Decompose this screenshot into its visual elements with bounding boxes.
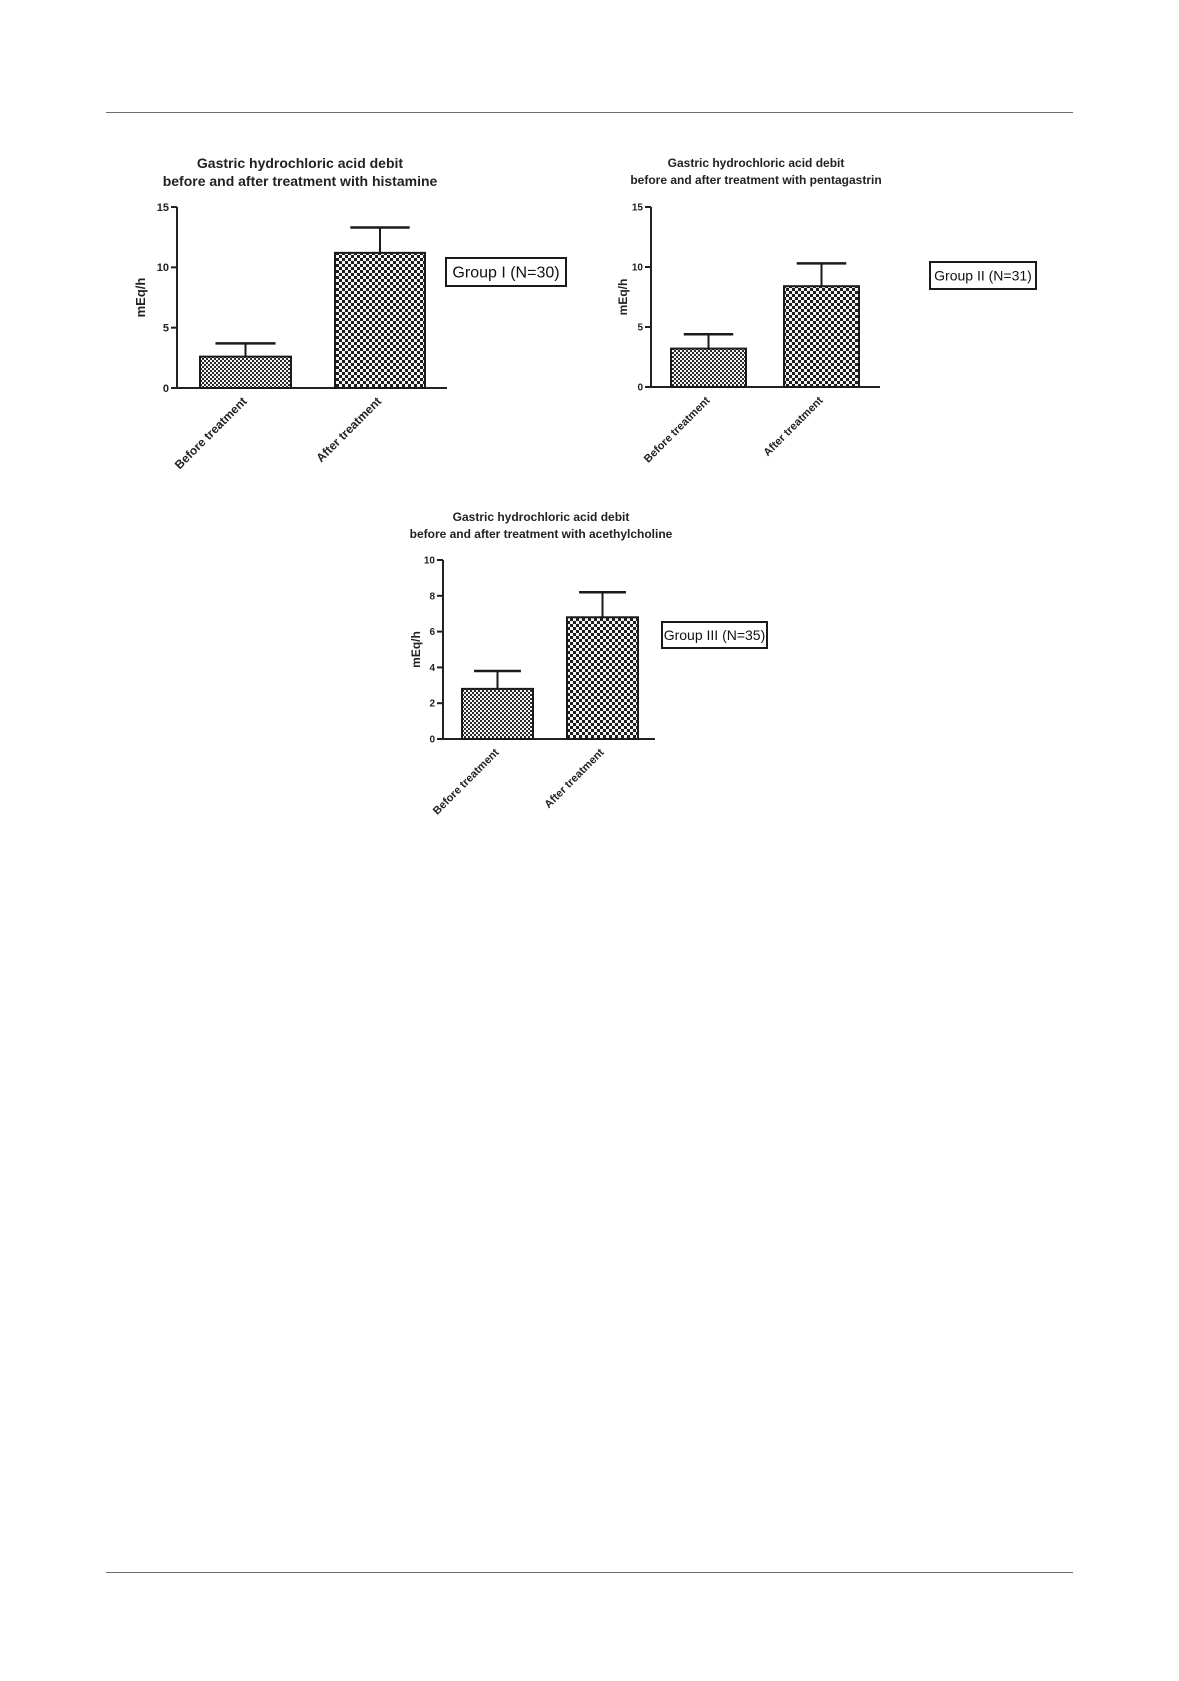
bar	[567, 617, 638, 739]
category-label: Before treatment	[171, 394, 250, 473]
y-tick-label: 0	[637, 382, 643, 394]
y-axis-label: mEq/h	[616, 278, 630, 316]
bar	[335, 253, 425, 388]
bar	[671, 349, 746, 387]
group-label: Group III (N=35)	[663, 626, 766, 643]
chart-panel-1	[133, 155, 566, 472]
y-tick-label: 15	[156, 201, 169, 214]
y-axis-label: mEq/h	[133, 277, 148, 318]
group-label: Group I (N=30)	[452, 264, 560, 282]
bar	[200, 357, 291, 388]
category-label: After treatment	[542, 746, 607, 811]
y-tick-label: 2	[429, 698, 435, 710]
category-label: Before treatment	[641, 394, 713, 466]
y-tick-label: 5	[162, 322, 169, 335]
y-tick-label: 6	[429, 627, 435, 639]
y-tick-label: 0	[429, 734, 435, 746]
y-tick-label: 10	[156, 262, 169, 275]
category-label: Before treatment	[430, 746, 502, 818]
chart-panel-2	[616, 156, 1036, 465]
category-label: After treatment	[761, 394, 826, 459]
chart-title-line: Gastric hydrochloric acid debit	[196, 155, 404, 171]
bar	[462, 689, 533, 739]
y-axis-label: mEq/h	[409, 631, 423, 668]
chart-title-line: Gastric hydrochloric acid debit	[452, 510, 630, 524]
chart-title-line: before and after treatment with acethylcholine	[409, 527, 673, 541]
chart-title-line: Gastric hydrochloric acid debit	[667, 156, 845, 170]
bar	[784, 286, 859, 387]
category-label: After treatment	[313, 394, 385, 465]
y-tick-label: 8	[429, 591, 435, 603]
chart-panel-3	[409, 510, 767, 817]
y-tick-label: 15	[631, 202, 643, 214]
group-label: Group II (N=31)	[934, 267, 1032, 284]
y-tick-label: 0	[162, 382, 169, 395]
chart-title-line: before and after treatment with histamine	[162, 173, 438, 189]
y-tick-label: 4	[429, 662, 435, 674]
chart-title-line: before and after treatment with pentagastrin	[630, 173, 882, 187]
y-tick-label: 10	[631, 262, 643, 274]
charts-root	[133, 155, 1036, 817]
y-tick-label: 5	[637, 322, 643, 334]
y-tick-label: 10	[423, 555, 435, 567]
